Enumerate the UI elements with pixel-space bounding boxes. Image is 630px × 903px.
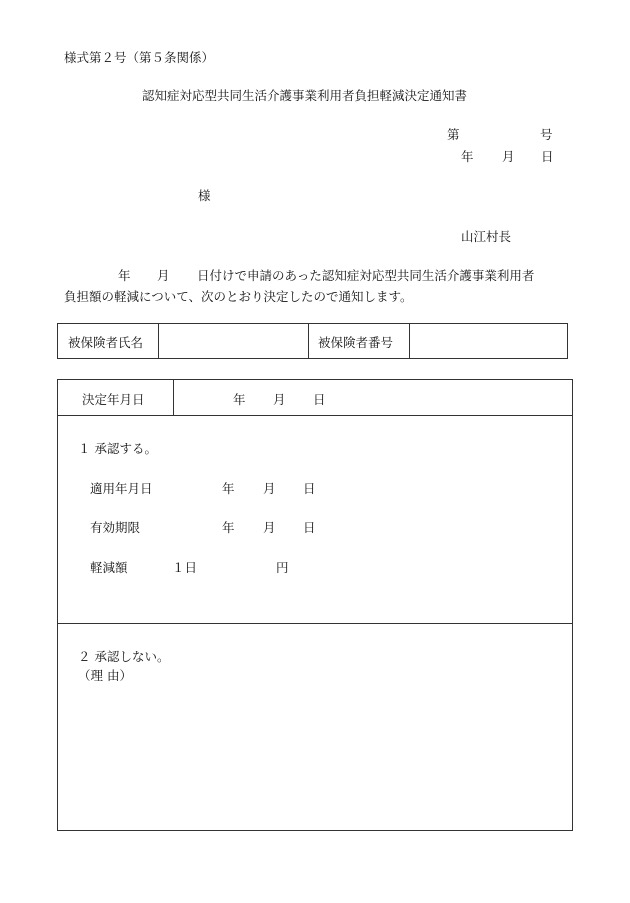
issue-date-month: 月 bbox=[502, 149, 515, 164]
issue-date-year: 年 bbox=[461, 149, 474, 164]
recipient-suffix: 様 bbox=[198, 188, 211, 203]
valid-period-year: 年 bbox=[222, 520, 235, 535]
reject-reason-label: （理 由） bbox=[78, 668, 132, 683]
valid-period-label: 有効期限 bbox=[90, 520, 141, 535]
apply-date-day: 日 bbox=[303, 481, 316, 496]
body-line2-text: 負担額の軽減について、次のとおり決定したので通知します。 bbox=[64, 289, 413, 304]
decision-date-label: 決定年月日 bbox=[82, 392, 145, 407]
issue-date-day: 日 bbox=[541, 149, 554, 164]
reduction-yen: 円 bbox=[276, 560, 289, 575]
decision-date-divider bbox=[173, 379, 174, 416]
insured-number-label: 被保険者番号 bbox=[318, 335, 394, 350]
section-divider bbox=[57, 623, 573, 624]
form-label: 様式第２号（第５条関係） bbox=[64, 50, 215, 65]
body-month: 月 bbox=[157, 268, 170, 283]
valid-period-month: 月 bbox=[263, 520, 276, 535]
valid-period-day: 日 bbox=[303, 520, 316, 535]
apply-date-label: 適用年月日 bbox=[90, 481, 153, 496]
apply-date-year: 年 bbox=[222, 481, 235, 496]
insured-name-field[interactable] bbox=[177, 328, 297, 354]
insured-table-divider bbox=[409, 323, 410, 359]
reject-reason-area[interactable] bbox=[70, 690, 560, 820]
insured-table-divider bbox=[308, 323, 309, 359]
reject-heading: ２ 承認しない。 bbox=[78, 649, 170, 664]
insured-name-label: 被保険者氏名 bbox=[68, 335, 144, 350]
decision-date-year: 年 bbox=[233, 392, 246, 407]
insured-number-field[interactable] bbox=[418, 328, 558, 354]
approve-heading: １ 承認する。 bbox=[78, 441, 157, 456]
document-title: 認知症対応型共同生活介護事業利用者負担軽減決定通知書 bbox=[142, 88, 468, 103]
apply-date-month: 月 bbox=[263, 481, 276, 496]
doc-number-prefix: 第 bbox=[447, 127, 460, 142]
body-year: 年 bbox=[118, 268, 131, 283]
decision-date-day: 日 bbox=[313, 392, 326, 407]
reduction-per-day: １日 bbox=[172, 560, 198, 575]
doc-number-suffix: 号 bbox=[540, 127, 553, 142]
insured-table-divider bbox=[158, 323, 159, 359]
reduction-amount-label: 軽減額 bbox=[90, 560, 128, 575]
body-line1-text: 日付けで申請のあった認知症対応型共同生活介護事業利用者 bbox=[197, 268, 535, 283]
decision-date-row-line bbox=[57, 415, 573, 416]
issuer: 山江村長 bbox=[461, 229, 512, 244]
decision-date-month: 月 bbox=[273, 392, 286, 407]
